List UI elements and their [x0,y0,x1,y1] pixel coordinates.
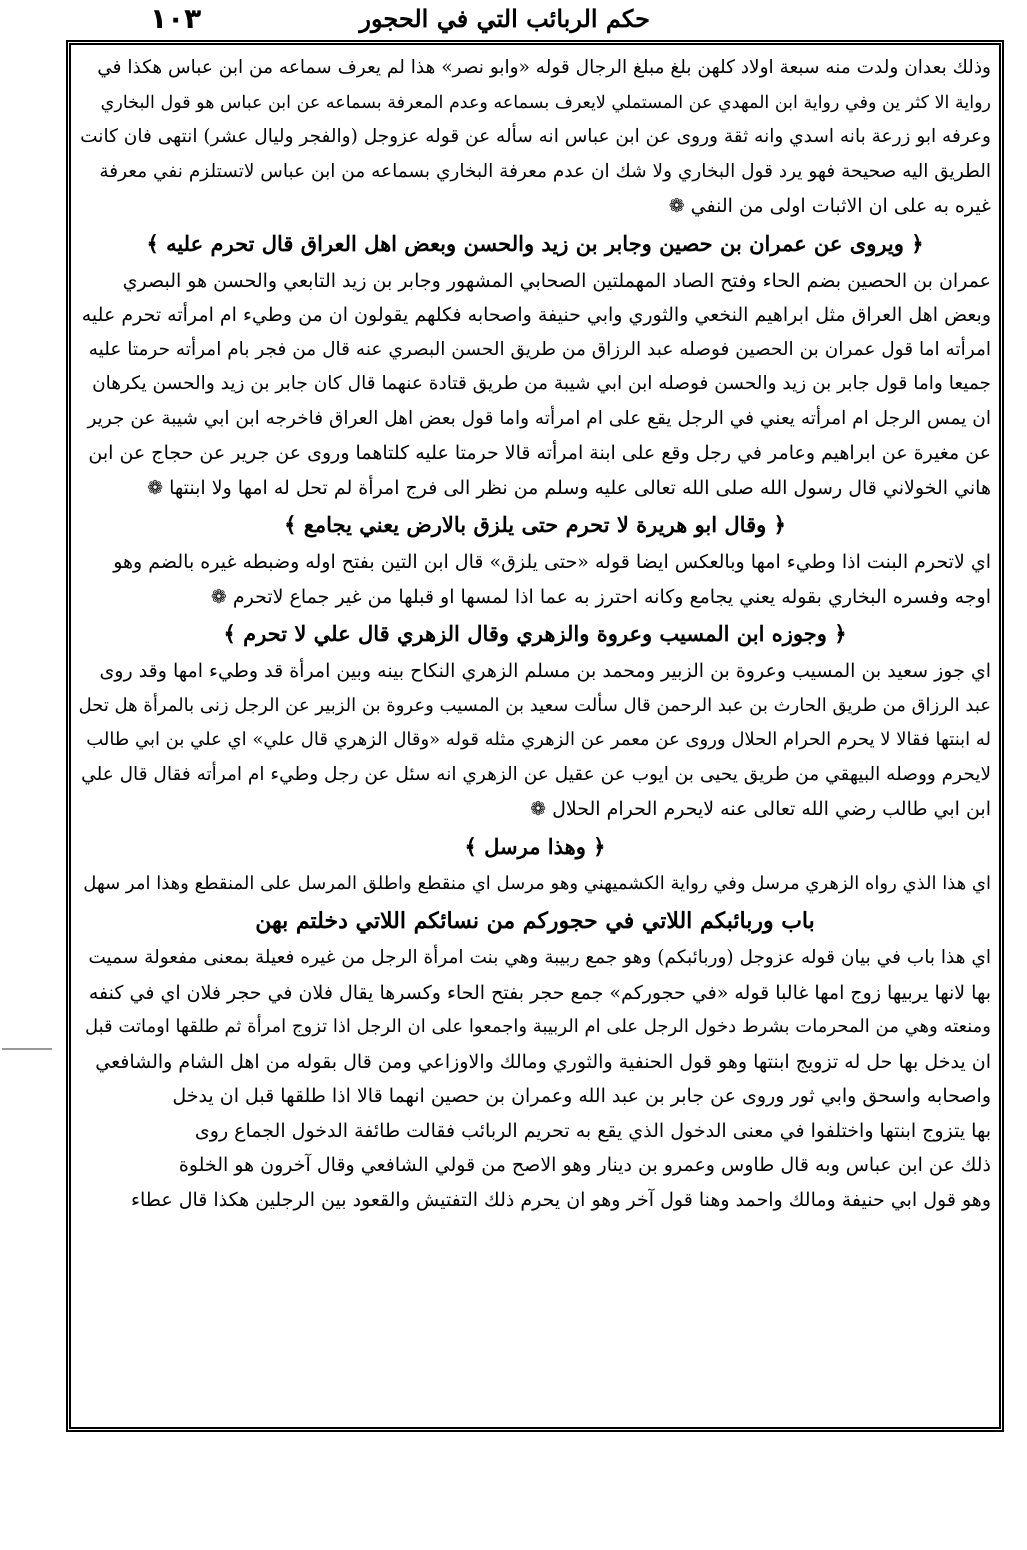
text-line: ابن ابي طالب رضي الله تعالى عنه لايحرم الحرام الحلال ❁ [530,798,991,820]
text-line: عبد الرزاق من طريق الحارث بن عبد الرحمن قال سألت سعيد بن المسيب وعروة بن الزبير عن الرجل زنى بالمرأة هل تحل [79,694,991,716]
running-title: حكم الربائب التي في الحجور [359,4,650,33]
text-line: له ابنتها فقالا لا يحرم الحرام الحلال وروى عن معمر عن الزهري مثله قوله «وقال الزهري قال علي» اي علي بن ابي طالب [86,729,991,750]
text-line: رواية الا كثر ين وفي رواية ابن المهدي عن المستملي لايعرف بسماعه وعدم المعرفة بسماعه عن ابن عباس هو قول البخاري [100,92,991,113]
text-line: لايحرم ووصله البيهقي من طريق يحيى بن ايوب عن عقيل عن الزهري انه سئل عن رجل وطيء ام امرأته فقال قال علي [81,763,991,785]
text-line: امرأته اما قول عمران بن الحصين فوصله عبد الرزاق من طريق الحسن البصري عنه قال من فجر بام امرأته حرمتا عليه [88,338,991,360]
text-line: اي لاتحرم البنت اذا وطيء امها وبالعكس ايضا قوله «حتى يلزق» قال ابن التين بفتح اوله وضبطه غيره بالضم وهو [113,551,991,573]
text-line: وبعض اهل العراق مثل ابراهيم النخعي والثوري وابي حنيفة واصحابه فكلهم يقولون ان من وطيء ام امرأته تحرم عليه [81,304,991,326]
margin-mark [2,1048,52,1050]
text-line: بها يتزوج ابنتها واختلفوا في معنى الدخول الذي يقع به تحريم الربائب فقالت طائفة الدخول الجماع روى [194,1119,991,1142]
text-line: وهو قول ابي حنيفة ومالك واحمد وهنا قول آخر وهو ان يحرم ذلك التفتيش والقعود بين الرجلين هكذا قال عطاء [131,1188,991,1211]
page-number: ١٠٣ [150,2,202,35]
text-line: غيره به على ان الاثبات اولى من النفي ❁ [668,195,991,217]
text-line: ومنعته وهي من المحرمات بشرط دخول الرجل على ام الربيبة واجمعوا على ان الرجل اذا تزوج امرأة ثم طلقها اوماتت قبل [84,1016,991,1037]
text-line: ان يدخل بها حل له تزويج ابنتها وهو قول الحنفية والثوري ومالك والاوزاعي ومن قال بقوله من اهل الشام والشافعي [95,1050,991,1073]
page-body [79,51,991,1421]
matn-quote: ﴿ وجوزه ابن المسيب وعروة والزهري وقال الزهري قال علي لا تحرم ﴾ [223,621,847,646]
text-line: اي هذا الذي رواه الزهري مرسل وفي رواية الكشميهني وهو مرسل اي منقطع واطلق المرسل على المنقطع وهذا امر سهل [83,872,991,894]
text-frame [66,40,1004,1432]
text-line: اي هذا باب في بيان قوله عزوجل (وربائبكم) وهو جمع ربيبة وهي بنت امرأة الرجل من غيره فعيلة بمعنى مفعولة سميت [88,947,991,968]
text-line: اي جوز سعيد بن المسيب وعروة بن الزبير ومحمد بن مسلم الزهري النكاح بينه وبين امرأة قد وطيء امها وقد روى [99,660,991,682]
text-line: هاني الخولاني قال رسول الله صلى الله تعالى عليه وسلم من نظر الى فرج امرأة لم تحل له امها ولا ابنتها ❁ [147,476,991,499]
text-line: الطريق اليه صحيحة فهو يرد قول البخاري ولا شك ان عدم معرفة البخاري بسماعه من ابن عباس لاتستلزم نفي معرفة [99,160,991,182]
text-line: ان يمس الرجل ام امرأته يعني في الرجل يقع على ام امرأته واما قول بعض اهل العراق فاخرجه ابن ابي شيبة عن جرير [87,407,991,429]
text-line: وعرفه ابو زرعة بانه اسدي وانه ثقة وروى عن ابن عباس انه سأله عن قوله عزوجل (والفجر وليال عشر) انتهى فان كانت [80,126,991,147]
matn-quote: ﴿ وقال ابو هريرة لا تحرم حتى يلزق بالارض يعني يجامع ﴾ [284,512,786,537]
text-line: اوجه وفسره البخاري بقوله يعني يجامع وكانه احترز به عما اذا لمسها او قبلها من غير جماع لاتحرم ❁ [210,585,991,608]
matn-quote: ﴿ ويروى عن عمران بن حصين وجابر بن زيد والحسن وبعض اهل العراق قال تحرم عليه ﴾ [146,230,924,256]
text-line: ذلك عن ابن عباس وبه قال طاوس وعمرو بن دينار وهو الاصح من قولي الشافعي وقال آخرون هو الخلوة [178,1154,991,1176]
text-line: عن مغيرة عن ابراهيم وعامر في رجل وقع على ابنة امرأته قالا حرمتا عليه كلتاهما وروى عن جرير عن حجاج عن ابن [88,442,991,464]
matn-quote: ﴿ وهذا مرسل ﴾ [464,833,606,859]
text-line: واصحابه واسحق وابي ثور وروى عن جابر بن عبد الله وعمران بن حصين انهما قالا اذا طلقها قبل ان يدخل [172,1085,991,1107]
text-line: جميعا واما قول جابر بن زيد والحسن فوصله ابن ابي شيبة من طريق قتادة عنهما قال كان جابر بن زيد والحسن يكرهان [92,373,991,394]
text-line: وذلك بعدان ولدت منه سبعة اولاد كلهن بلغ مبلغ الرجال قوله «وابو نصر» هذا لم يعرف سماعه من ابن عباس هكذا في [97,57,991,78]
text-line: عمران بن الحصين بضم الحاء وفتح الصاد المهملتين الصحابي المشهور وجابر بن زيد التابعي والحسن هو البصري [122,269,991,292]
text-line: بها لانها يربيها زوج امها غالبا قوله «في حجوركم» جمع حجر بفتح الحاء وكسرها يقال فلان في حجر فلان اي في كنفه [88,981,991,1004]
chapter-heading: باب وربائبكم اللاتي في حجوركم من نسائكم اللاتي دخلتم بهن [255,908,815,934]
page-header [60,2,1000,36]
